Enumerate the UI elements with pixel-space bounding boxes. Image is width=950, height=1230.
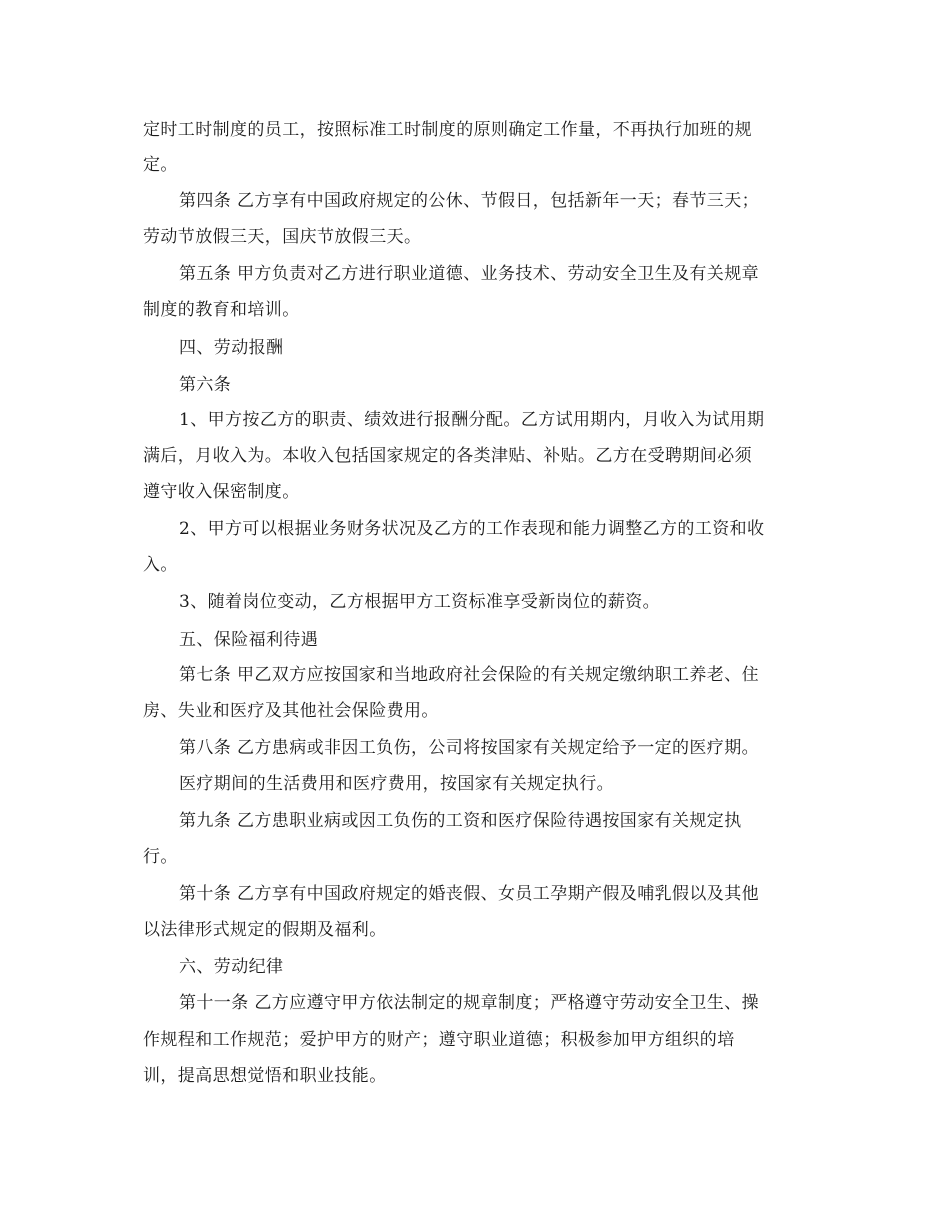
text-line: 训，提高思想觉悟和职业技能。 [143,1066,387,1086]
text-line: 作规程和工作规范；爱护甲方的财产；遵守职业道德；积极参加甲方组织的培 [143,1030,735,1050]
text-line: 制度的教育和培训。 [143,300,300,320]
text-line: 第十条 乙方享有中国政府规定的婚丧假、女员工孕期产假及哺乳假以及其他 [179,884,760,904]
text-line: 以法律形式规定的假期及福利。 [143,920,387,940]
text-line: 遵守收入保密制度。 [143,482,300,502]
text-line: 满后，月收入为。本收入包括国家规定的各类津贴、补贴。乙方在受聘期间必须 [143,446,752,466]
text-line: 1、甲方按乙方的职责、绩效进行报酬分配。乙方试用期内，月收入为试用期 [179,410,765,430]
text-line: 行。 [143,847,178,867]
section-heading: 五、保险福利待遇 [179,630,319,650]
article-heading: 第六条 [179,375,232,395]
text-line: 第十一条 乙方应遵守甲方依法制定的规章制度；严格遵守劳动安全卫生、操 [179,993,760,1013]
section-heading: 六、劳动纪律 [179,957,284,977]
text-line: 第八条 乙方患病或非因工负伤，公司将按国家有关规定给予一定的医疗期。 [179,738,760,758]
text-line: 定。 [143,155,178,175]
text-line: 第五条 甲方负责对乙方进行职业道德、业务技术、劳动安全卫生及有关规章 [179,264,760,284]
text-line: 入。 [143,555,178,575]
text-line: 第七条 甲乙双方应按国家和当地政府社会保险的有关规定缴纳职工养老、住 [179,665,760,685]
text-line: 第九条 乙方患职业病或因工负伤的工资和医疗保险待遇按国家有关规定执 [179,811,742,831]
section-heading: 四、劳动报酬 [179,338,284,358]
text-line: 医疗期间的生活费用和医疗费用，按国家有关规定执行。 [179,774,614,794]
text-line: 房、失业和医疗及其他社会保险费用。 [143,701,439,721]
text-line: 2、甲方可以根据业务财务状况及乙方的工作表现和能力调整乙方的工资和收 [179,519,765,539]
text-line: 3、随着岗位变动，乙方根据甲方工资标准享受新岗位的薪资。 [179,592,661,612]
text-line: 定时工时制度的员工，按照标准工时制度的原则确定工作量，不再执行加班的规 [143,120,752,140]
text-line: 第四条 乙方享有中国政府规定的公休、节假日，包括新年一天；春节三天； [179,191,760,211]
text-line: 劳动节放假三天，国庆节放假三天。 [143,227,422,247]
